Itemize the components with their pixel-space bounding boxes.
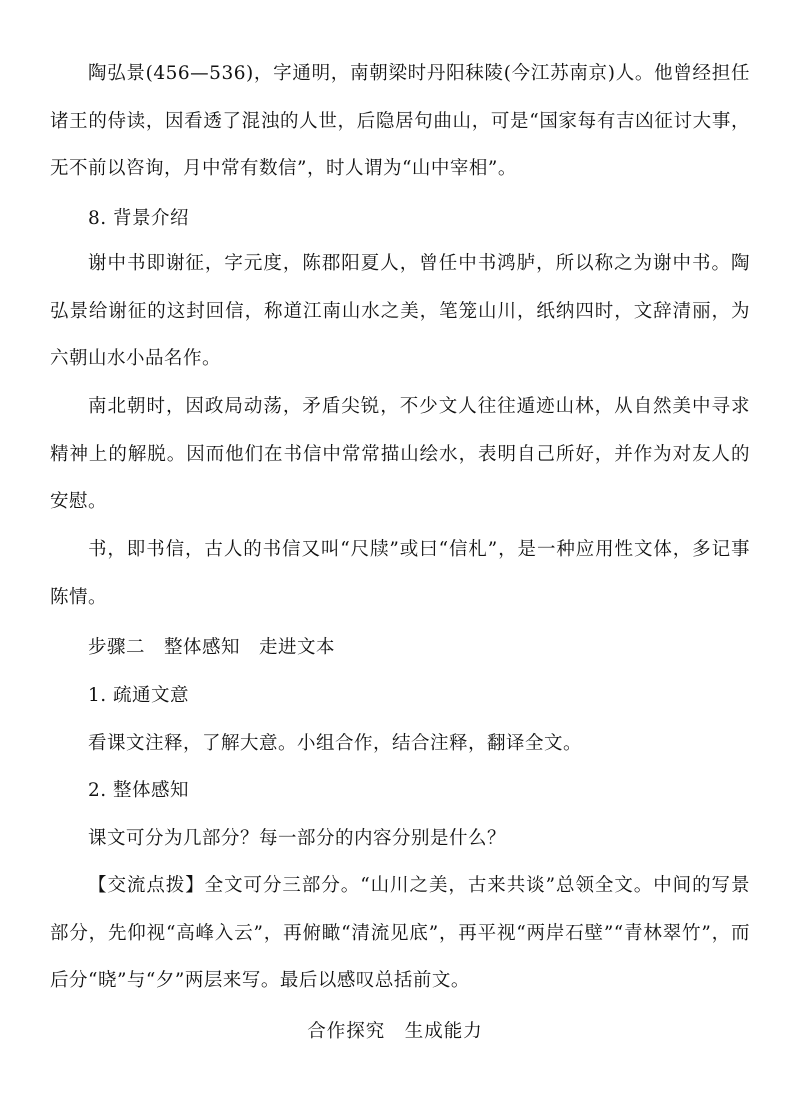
subsection-2-heading: 2. 整体感知: [88, 780, 190, 801]
paragraph-shu-definition: 书，即书信，古人的书信又叫“尺牍”或曰“信札”，是一种应用性文体，多记事陈情。: [50, 539, 750, 608]
section-8-heading: 8. 背景介绍: [88, 208, 190, 229]
step-2-heading: 步骤二 整体感知 走进文本: [88, 637, 336, 658]
section-heading-cooperation: 合作探究 生成能力: [307, 1021, 483, 1042]
subsection-2-question: 课文可分为几部分？每一部分的内容分别是什么？: [88, 828, 507, 849]
paragraph-xie-zhongshu-intro: 谢中书即谢征，字元度，陈郡阳夏人，曾任中书鸿胪，所以称之为谢中书。陶弘景给谢征的这封回信，称道江南山水之美，笔笼山川，纸纳四时，文辞清丽，为六朝山水小品名作。: [50, 253, 750, 369]
paragraph-nanbei-background: 南北朝时，因政局动荡，矛盾尖锐，不少文人往往遁迹山林，从自然美中寻求精神上的解脱。因而他们在书信中常常描山绘水，表明自己所好，并作为对友人的安慰。: [50, 396, 750, 512]
paragraph-answer-discussion: 【交流点拨】全文可分三部分。“山川之美，古来共谈”总领全文。中间的写景部分，先仰视“高峰入云”，再俯瞰“清流见底”，再平视“两岸石壁”“青林翠竹”，而后分“晓”与“夕”两层来写。最后以感叹总括前文。: [50, 875, 750, 991]
subsection-1-heading: 1. 疏通文意: [88, 685, 190, 706]
subsection-1-body: 看课文注释，了解大意。小组合作，结合注释，翻译全文。: [88, 733, 583, 754]
paragraph-tao-hongjing-bio: 陶弘景(456—536)，字通明，南朝梁时丹阳秣陵(今江苏南京)人。他曾经担任诸王的侍读，因看透了混浊的人世，后隐居句曲山，可是“国家每有吉凶征讨大事，无不前以咨询，月中常有数信”，时人谓为“山中宰相”。: [50, 63, 750, 179]
